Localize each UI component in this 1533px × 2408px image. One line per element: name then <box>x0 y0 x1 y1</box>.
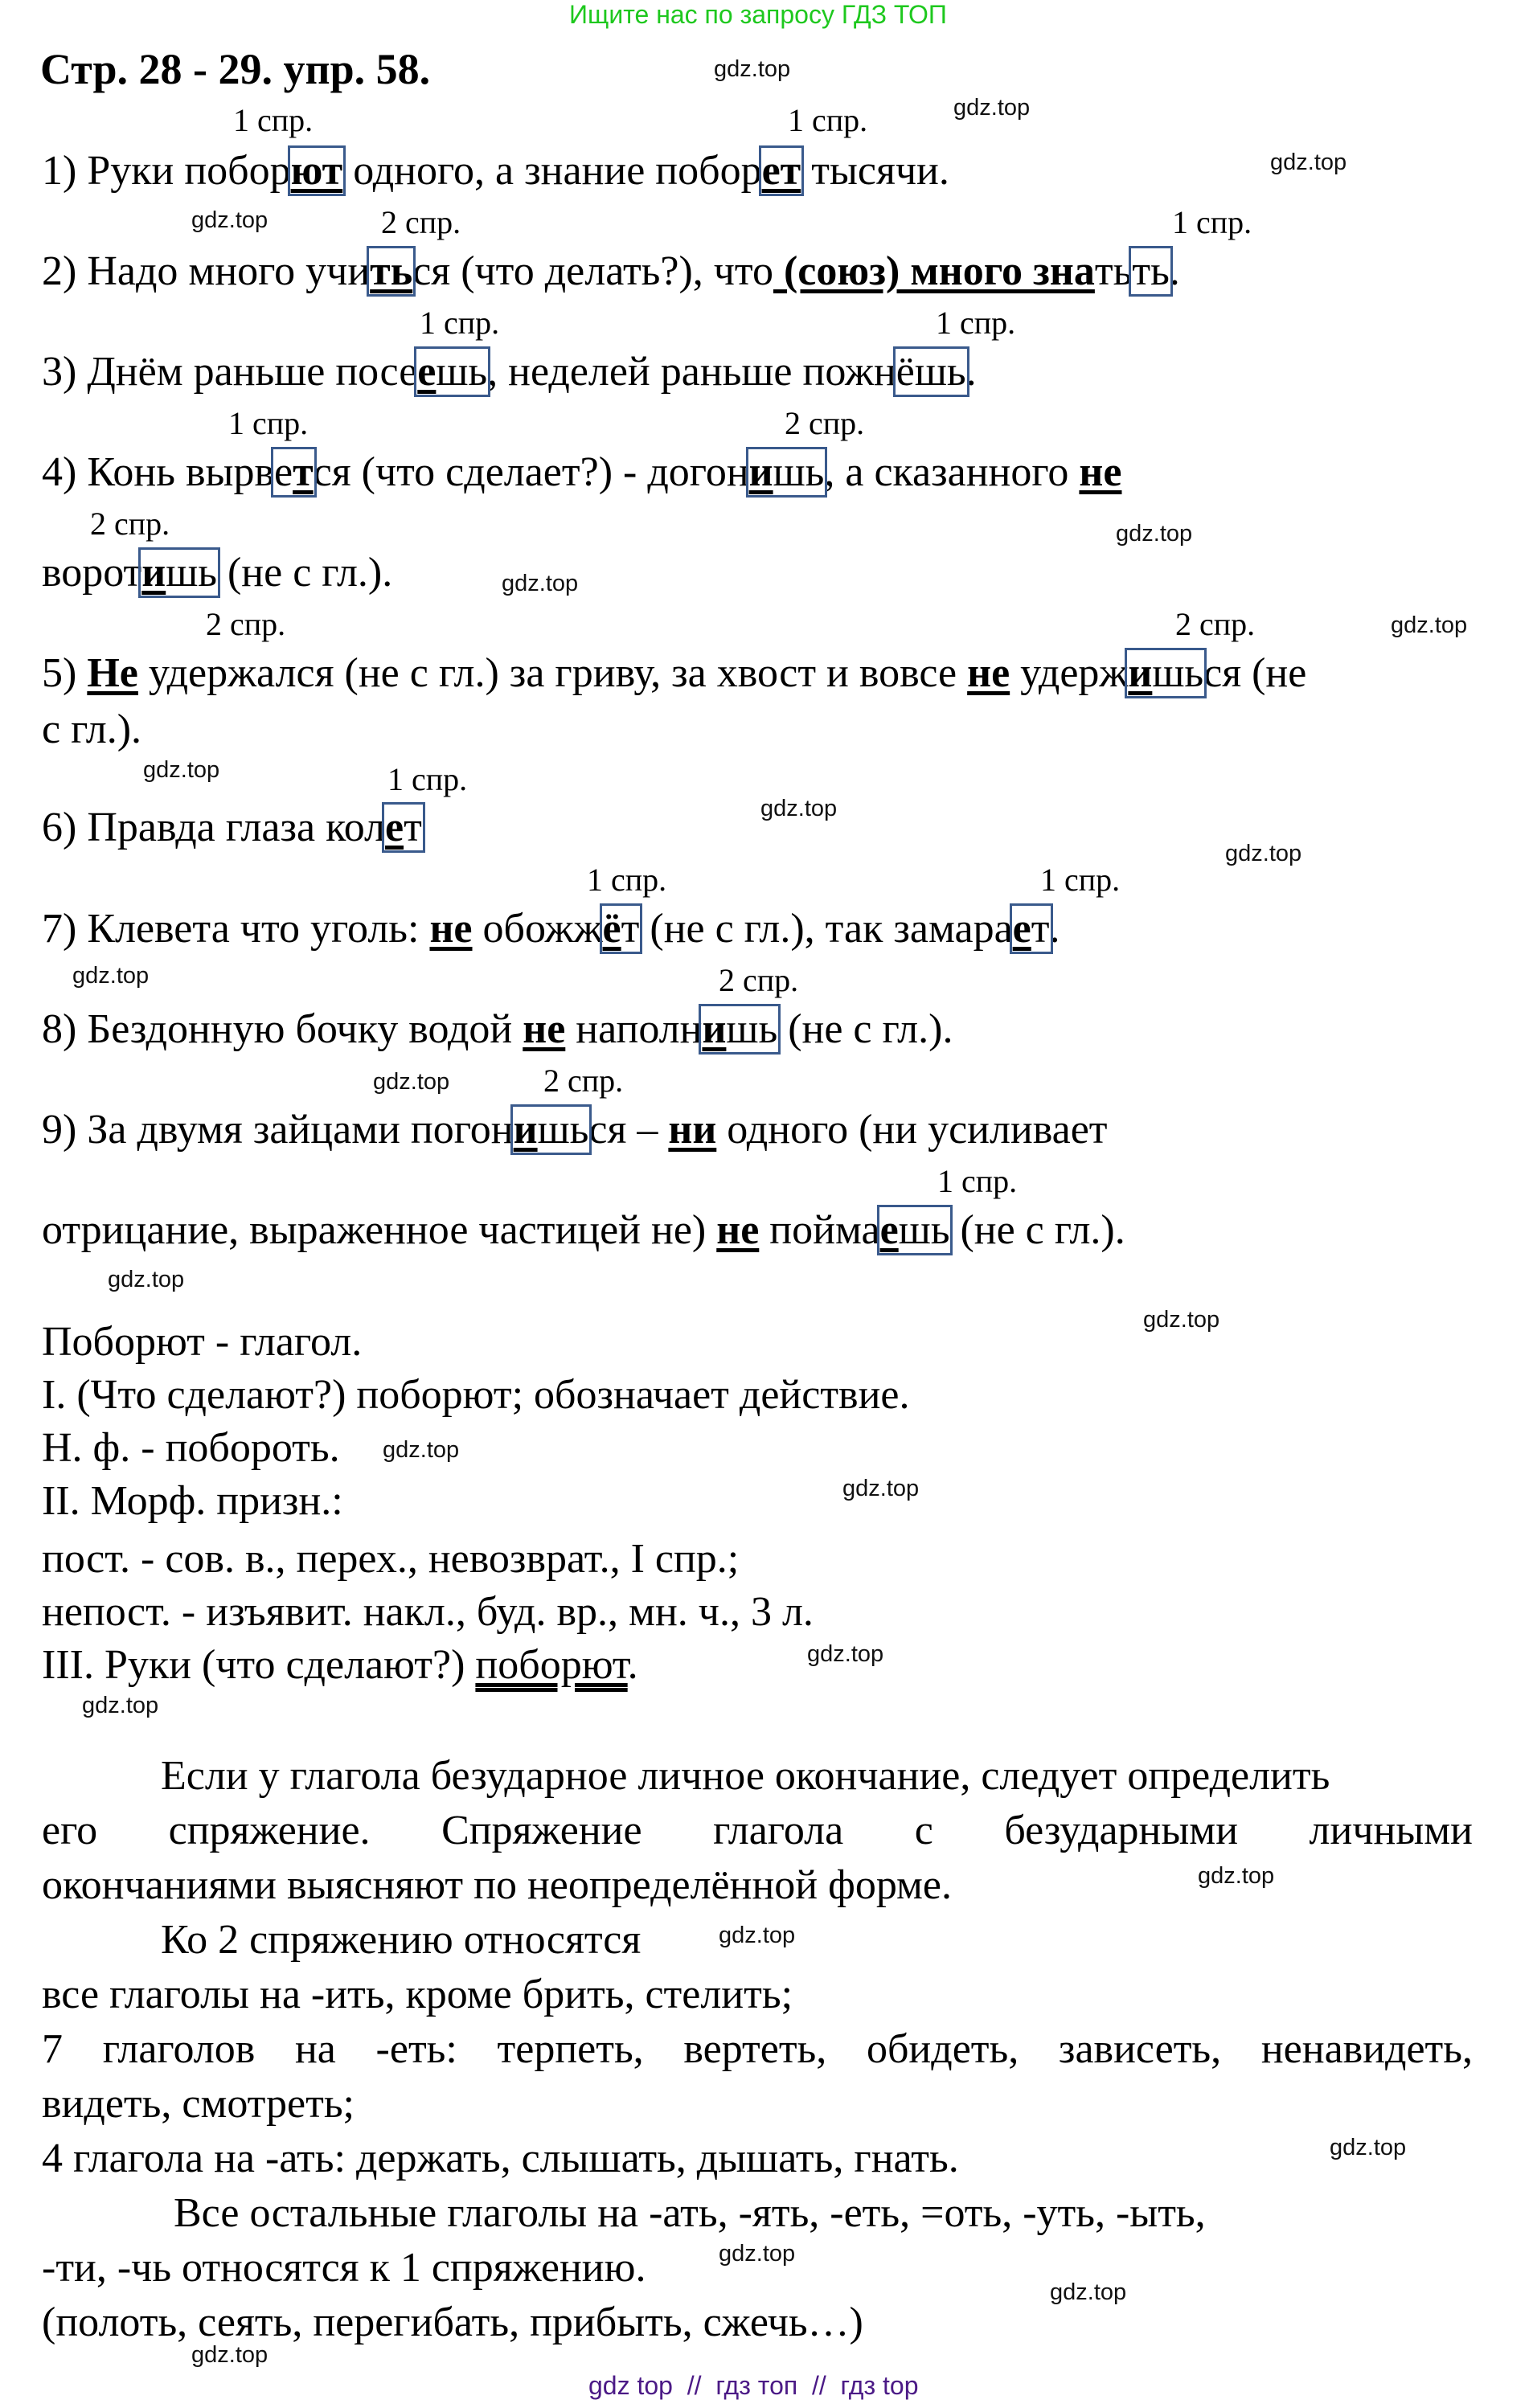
text: тысячи. <box>801 148 949 194</box>
vowel: е <box>417 349 437 395</box>
text: , а сказанного <box>824 449 1080 495</box>
sentence-5 <box>42 649 1306 698</box>
annotation: 1 спр. <box>233 102 314 138</box>
rule-text: 4 глагола на -ать: держать, слышать, дышать, гнать. <box>42 2136 959 2181</box>
watermark: gdz.top <box>842 1476 920 1501</box>
predicate: поборют <box>475 1642 628 1688</box>
text: Днём раньше посе <box>87 349 418 395</box>
watermark: gdz.top <box>108 1267 185 1292</box>
annotation: 2 спр. <box>90 506 170 542</box>
annotation: 2 спр. <box>381 204 461 240</box>
sentence-8 <box>42 1005 953 1054</box>
rule-text: все глаголы на -ить, кроме брить, стелить; <box>42 1972 793 2017</box>
text: За двумя зайцами погон <box>87 1107 514 1153</box>
annotation: 2 спр. <box>719 962 799 998</box>
watermark: gdz.top <box>1225 841 1302 866</box>
text: пойма <box>759 1207 880 1253</box>
ending-box: ешь <box>877 1205 953 1255</box>
analysis-line: I. (Что сделают?) поборют; обозначает действие. <box>42 1372 910 1418</box>
watermark: gdz.top <box>953 95 1031 121</box>
sentence-4-cont <box>42 549 392 597</box>
rule-text: 7 глаголов на -еть: терпеть, вертеть, обидеть, зависеть, ненавидеть, <box>42 2026 1473 2072</box>
annotation: 1 спр. <box>420 305 500 341</box>
sentence-1 <box>42 147 949 195</box>
text: удерж <box>1010 650 1129 696</box>
text: ся (не <box>1203 650 1307 696</box>
analysis-line: Н. ф. - побороть. <box>42 1425 340 1471</box>
rule-text: его спряжение. Спряжение глагола с безударными личными <box>42 1808 1473 1853</box>
text: (не с гл.), так замара <box>639 906 1013 952</box>
ending-box: ет <box>271 447 317 498</box>
watermark: gdz.top <box>714 56 791 82</box>
ending-box: ёт <box>600 903 643 954</box>
vowel: е <box>384 805 404 850</box>
analysis-heading: Поборют - глагол. <box>42 1319 363 1365</box>
text: (не с гл.). <box>949 1207 1125 1253</box>
ending-box: ёшь <box>893 346 969 397</box>
watermark: gdz.top <box>1391 612 1468 638</box>
watermark: gdz.top <box>502 571 579 596</box>
vowel: и <box>748 449 773 495</box>
text: обожж <box>472 906 603 952</box>
text: , неделей раньше пожн <box>487 349 896 395</box>
ending-box: ть <box>367 246 416 297</box>
rule-text: Ко 2 спряжению относятся <box>161 1917 641 1963</box>
text: III. Руки (что сделают?) <box>42 1642 476 1688</box>
ending-box: ишь <box>138 547 220 598</box>
text: . <box>1169 248 1180 294</box>
text: Бездонную бочку водой <box>87 1006 523 1052</box>
item-number: 1) <box>42 148 77 194</box>
item-number: 8) <box>42 1006 77 1052</box>
watermark: gdz.top <box>719 1923 796 1948</box>
vowel: т <box>293 449 314 495</box>
annotation: 1 спр. <box>936 305 1016 341</box>
page-title: Стр. 28 - 29. упр. 58. <box>40 45 431 93</box>
analysis-line: II. Морф. призн.: <box>42 1478 343 1524</box>
vowel: и <box>1128 650 1153 696</box>
text: наполн <box>565 1006 703 1052</box>
annotation: 2 спр. <box>785 405 865 441</box>
annotation: 2 спр. <box>543 1063 624 1099</box>
sentence-4 <box>42 448 1121 497</box>
text: ся (что делать?), что <box>412 248 773 294</box>
watermark: gdz.top <box>383 1437 460 1463</box>
watermark: gdz.top <box>1198 1863 1275 1889</box>
particle-ne: не <box>1079 449 1122 495</box>
sentence-9-cont <box>42 1206 1125 1255</box>
rule-text: Если у глагола безударное личное окончание, следует определить <box>161 1753 1330 1799</box>
annotation: 2 спр. <box>1175 606 1256 642</box>
sentence-9 <box>42 1106 1108 1154</box>
text: отрицание, выраженное частицей не) <box>42 1207 717 1253</box>
watermark: gdz.top <box>1050 2279 1127 2305</box>
vowel: ё <box>602 906 621 952</box>
item-number: 3) <box>42 349 77 395</box>
sentence-5-cont: с гл.). <box>42 706 142 752</box>
particle-ne: не <box>716 1207 760 1253</box>
ending-box: ть <box>1129 246 1172 297</box>
ending-box: ишь <box>1125 648 1207 698</box>
text: . <box>627 1642 638 1688</box>
ending-box: ет <box>759 145 805 196</box>
item-number: 9) <box>42 1107 77 1153</box>
ending-box: ет <box>382 802 425 853</box>
watermark: gdz.top <box>191 2342 268 2368</box>
rule-text: (полоть, сеять, перегибать, прибыть, сжечь…) <box>42 2299 863 2345</box>
item-number: 5) <box>42 650 77 696</box>
sentence-7 <box>42 905 1060 953</box>
watermark: gdz.top <box>760 796 838 821</box>
vowel: и <box>702 1006 727 1052</box>
rule-text: видеть, смотреть; <box>42 2081 355 2127</box>
particle-ni: ни <box>668 1107 717 1153</box>
vowel: е <box>1012 906 1031 952</box>
item-number: 6) <box>42 805 77 850</box>
analysis-line: непост. - изъявит. накл., буд. вр., мн. ч., 3 л. <box>42 1589 814 1635</box>
particle-ne: не <box>967 650 1010 696</box>
analysis-line: пост. - сов. в., перех., невозврат., I спр.; <box>42 1536 740 1582</box>
text: Руки побор <box>87 148 291 194</box>
conjunction-letter: (союз) много зна <box>773 248 1095 294</box>
text: Правда глаза кол <box>87 805 385 850</box>
annotation: 1 спр. <box>788 102 868 138</box>
particle-ne: не <box>429 906 473 952</box>
text: одного (ни усиливает <box>716 1107 1108 1153</box>
particle-ne: Не <box>87 650 138 696</box>
watermark: gdz.top <box>373 1069 450 1095</box>
text: одного, а знание побор <box>342 148 762 194</box>
vowel: и <box>141 550 166 596</box>
ending-box: ишь <box>699 1004 781 1055</box>
search-banner: Ищите нас по запросу ГДЗ ТОП <box>569 0 947 29</box>
ending-box: ет <box>1010 903 1053 954</box>
particle-ne: не <box>523 1006 566 1052</box>
annotation: 2 спр. <box>206 606 286 642</box>
text: удержался (не с гл.) за гриву, за хвост и вовсе <box>137 650 968 696</box>
text: ся (что сделает?) - догон <box>313 449 749 495</box>
sentence-3 <box>42 348 977 396</box>
analysis-line <box>42 1641 638 1689</box>
ending-box: ют <box>288 145 346 196</box>
watermark: gdz.top <box>807 1641 884 1667</box>
annotation: 1 спр. <box>1040 862 1121 898</box>
annotation: 1 спр. <box>1172 204 1252 240</box>
text: . <box>965 349 977 395</box>
ending-box: ишь <box>746 447 828 498</box>
annotation: 1 спр. <box>587 862 667 898</box>
rule-text: Все остальные глаголы на -ать, -ять, -еть, =оть, -уть, -ыть, <box>174 2190 1206 2236</box>
vowel: и <box>513 1107 538 1153</box>
text: ворот <box>42 550 142 596</box>
annotation: 1 спр. <box>937 1163 1018 1199</box>
text: (не с гл.). <box>777 1006 953 1052</box>
watermark: gdz.top <box>1116 521 1193 547</box>
watermark: gdz.top <box>1330 2135 1407 2160</box>
text: ся – <box>588 1107 669 1153</box>
watermark: gdz.top <box>82 1693 159 1718</box>
watermark: gdz.top <box>1143 1307 1220 1333</box>
item-number: 7) <box>42 906 77 952</box>
watermark: gdz.top <box>143 757 220 783</box>
annotation: 1 спр. <box>387 761 468 797</box>
ending-box: ешь <box>414 346 490 397</box>
watermark: gdz.top <box>719 2241 796 2267</box>
watermark: gdz.top <box>72 963 150 989</box>
text: Конь вырв <box>87 449 275 495</box>
footer-links[interactable]: gdz top // гдз топ // гдз top <box>588 2371 919 2400</box>
item-number: 4) <box>42 449 77 495</box>
text: Клевета что уголь: <box>87 906 430 952</box>
sentence-2 <box>42 248 1180 296</box>
ending-box: ишь <box>510 1104 592 1155</box>
watermark: gdz.top <box>1270 149 1347 175</box>
item-number: 2) <box>42 248 77 294</box>
annotation: 1 спр. <box>228 405 309 441</box>
text: (не с гл.). <box>216 550 393 596</box>
rule-text: окончаниями выясняют по неопределённой форме. <box>42 1862 953 1908</box>
text: Надо много учи <box>87 248 371 294</box>
vowel: е <box>879 1207 899 1253</box>
text: ть <box>1094 248 1133 294</box>
text: . <box>1049 906 1060 952</box>
watermark: gdz.top <box>191 207 268 233</box>
rule-text: -ти, -чь относятся к 1 спряжению. <box>42 2245 646 2291</box>
sentence-6 <box>42 804 422 852</box>
